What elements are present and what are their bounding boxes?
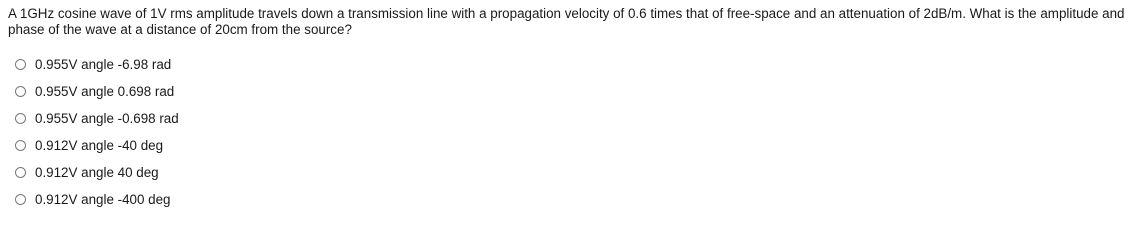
answer-options	[15, 51, 179, 213]
question-text: A 1GHz cosine wave of 1V rms amplitude travels down a transmission line with a propagation velocity of 0.6 times that of free-space and an attenuation of 2dB/m. What is the amplitude and phase of the wave at a distance of 20cm from the source?	[8, 6, 1125, 37]
radio-button[interactable]	[15, 113, 26, 124]
answer-option[interactable]	[15, 186, 179, 213]
answer-option[interactable]	[15, 105, 179, 132]
option-label: 0.955V angle 0.698 rad	[35, 83, 175, 99]
radio-button[interactable]	[15, 140, 26, 151]
answer-option[interactable]	[15, 132, 179, 159]
radio-button[interactable]	[15, 194, 26, 205]
option-label: 0.912V angle -40 deg	[35, 137, 164, 153]
answer-option[interactable]	[15, 51, 179, 78]
option-label: 0.955V angle -0.698 rad	[35, 110, 179, 126]
option-label: 0.912V angle -400 deg	[35, 191, 171, 207]
radio-button[interactable]	[15, 86, 26, 97]
answer-option[interactable]	[15, 159, 179, 186]
radio-button[interactable]	[15, 59, 26, 70]
radio-button[interactable]	[15, 167, 26, 178]
option-label: 0.912V angle 40 deg	[35, 164, 159, 180]
answer-option[interactable]	[15, 78, 179, 105]
option-label: 0.955V angle -6.98 rad	[35, 56, 172, 72]
